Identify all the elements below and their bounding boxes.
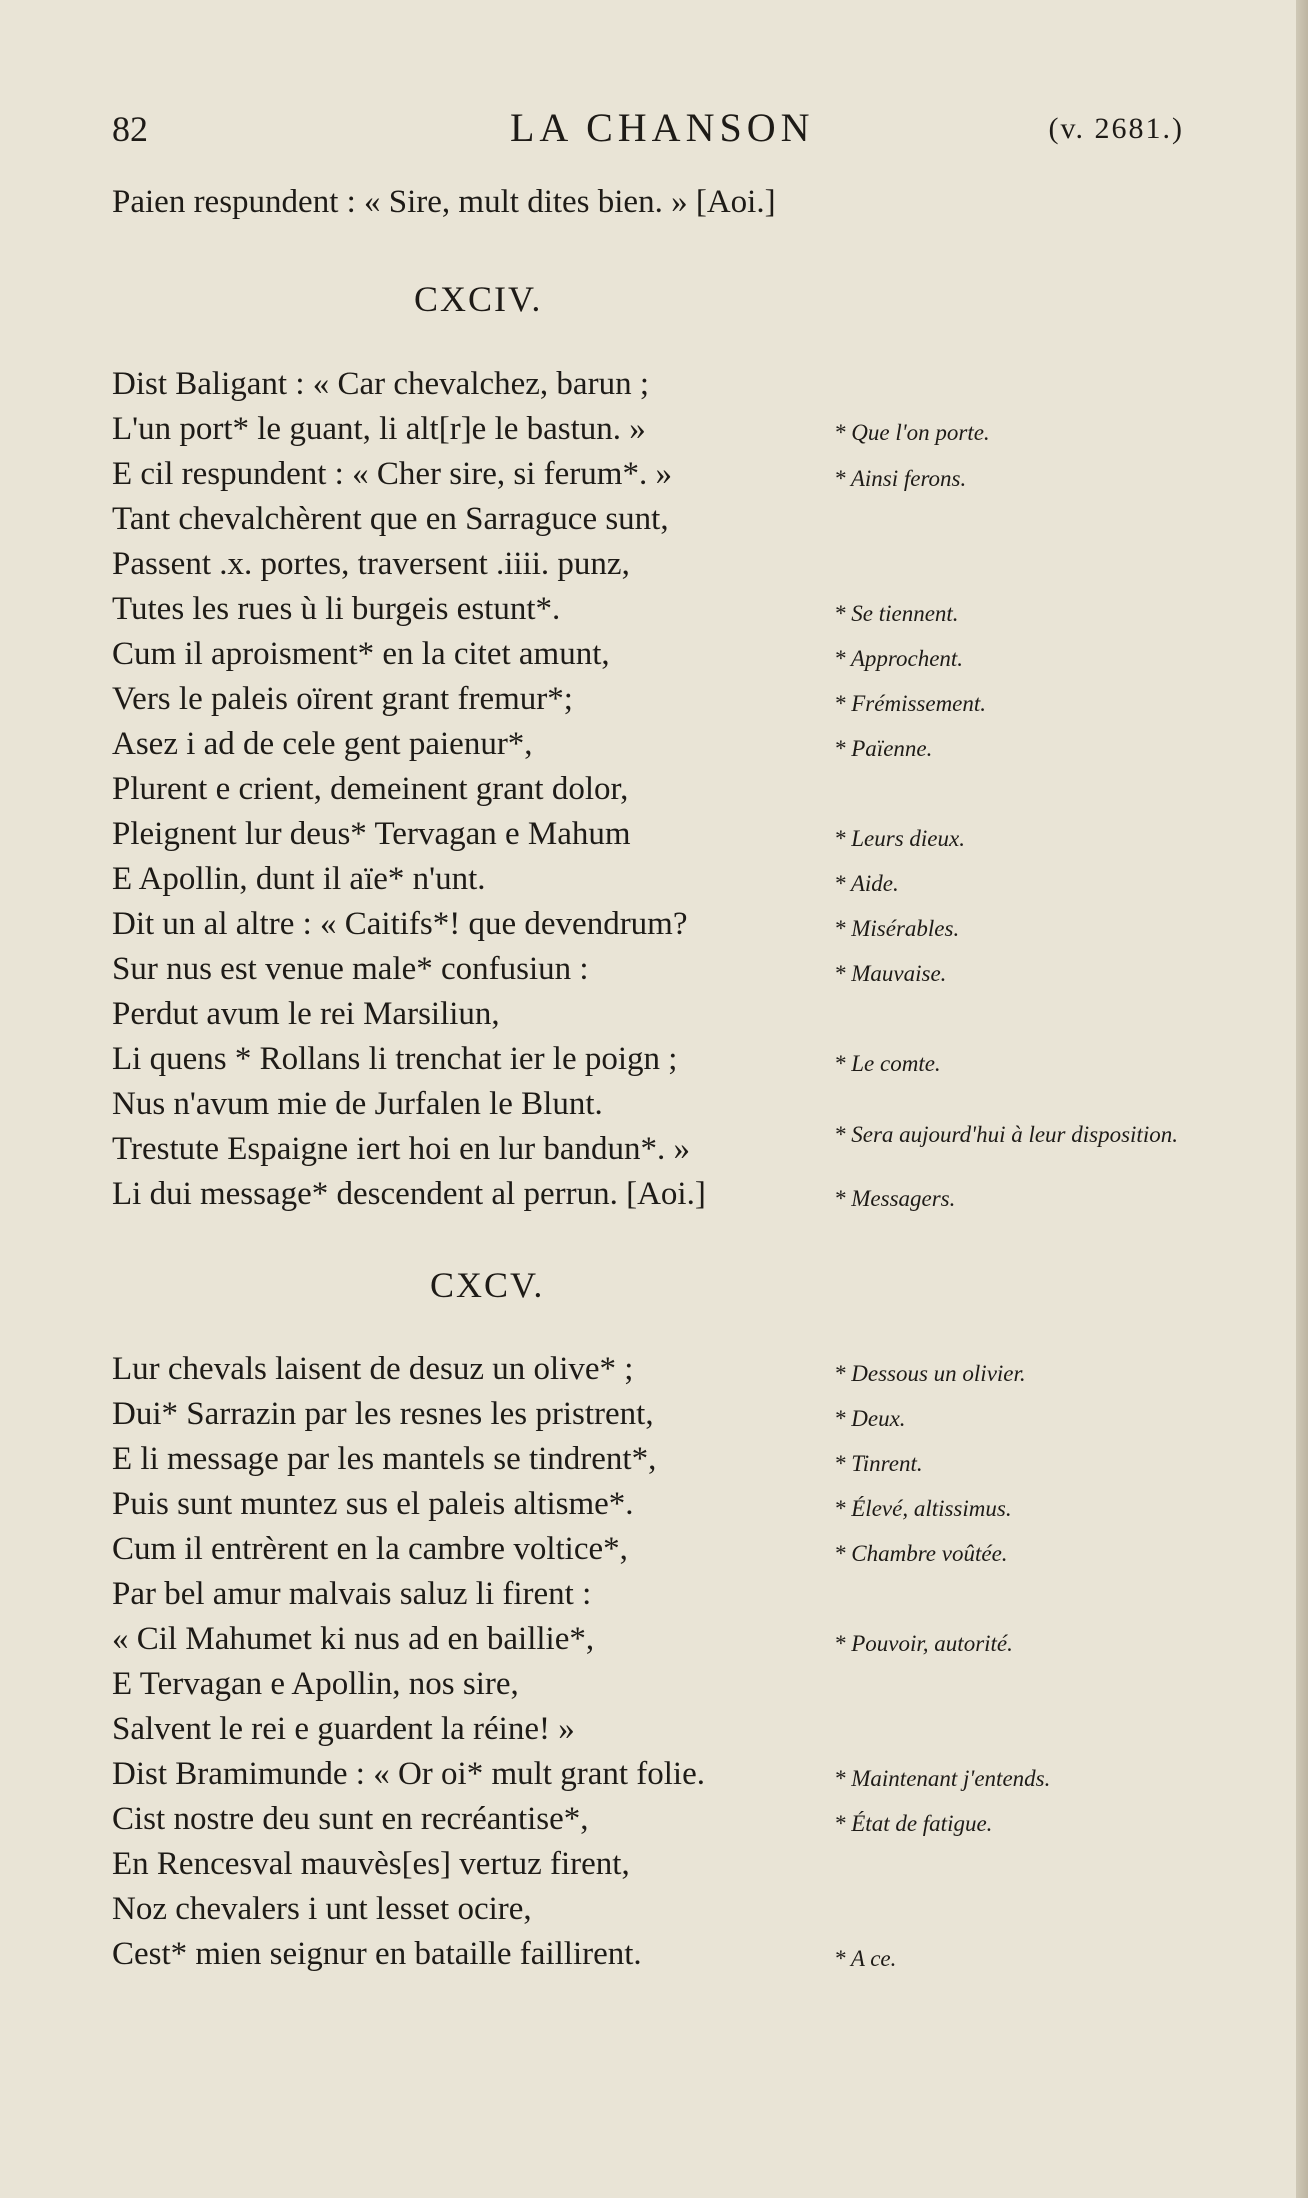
verse-line: Perdut avum le rei Marsiliun, xyxy=(112,996,500,1032)
verse-line: Dist Baligant : « Car chevalchez, barun ; xyxy=(112,366,649,402)
verse-line: Tutes les rues ù li burgeis estunt*. xyxy=(112,591,561,627)
gloss-note: * Deux. xyxy=(834,1406,906,1431)
verse-line: Vers le paleis oïrent grant fremur*; xyxy=(112,681,573,717)
gloss-note: * A ce. xyxy=(834,1946,897,1971)
verse-line: E li message par les mantels se tindrent*, xyxy=(112,1441,657,1477)
verse-line: Li dui message* descendent al perrun. [Aoi.] xyxy=(112,1176,706,1212)
verse-line: Asez i ad de cele gent paienur*, xyxy=(112,726,533,762)
verse-line: E cil respundent : « Cher sire, si ferum*. » xyxy=(112,456,672,492)
verse-line: Trestute Espaigne iert hoi en lur bandun*. » xyxy=(112,1131,691,1167)
verse-line: Li quens * Rollans li trenchat ier le poign ; xyxy=(112,1041,678,1077)
gloss-note: * Le comte. xyxy=(834,1051,941,1076)
verse-line: Dui* Sarrazin par les resnes les pristrent, xyxy=(112,1396,654,1432)
gloss-note: * Ainsi ferons. xyxy=(834,466,967,491)
gloss-note: * Se tiennent. xyxy=(834,601,959,626)
verse-line: Nus n'avum mie de Jurfalen le Blunt. xyxy=(112,1086,603,1122)
verse-line: Puis sunt muntez sus el paleis altisme*. xyxy=(112,1486,634,1522)
verse-line: Cum il aproisment* en la citet amunt, xyxy=(112,636,610,672)
gloss-note: * Misérables. xyxy=(834,916,960,941)
stanza-heading: CXCIV. xyxy=(414,279,543,319)
verse-line: Dit un al altre : « Caitifs*! que devendrum? xyxy=(112,906,688,942)
gloss-note: * Sera aujourd'hui à leur disposition. xyxy=(834,1122,1178,1147)
gloss-note: * État de fatigue. xyxy=(834,1811,993,1836)
verse-line: Tant chevalchèrent que en Sarraguce sunt, xyxy=(112,501,669,537)
verse-line: Noz chevalers i unt lesset ocire, xyxy=(112,1891,532,1927)
verse-line: Par bel amur malvais saluz li firent : xyxy=(112,1576,592,1612)
gloss-note: * Leurs dieux. xyxy=(834,826,965,851)
verse-line: Passent .x. portes, traversent .iiii. punz, xyxy=(112,546,630,582)
gloss-note: * Que l'on porte. xyxy=(834,420,990,445)
gloss-note: * Frémissement. xyxy=(834,691,987,716)
verse-line: Cist nostre deu sunt en recréantise*, xyxy=(112,1801,589,1837)
page-number: 82 xyxy=(112,109,148,149)
running-title: LA CHANSON xyxy=(510,105,815,150)
verse-line: En Rencesval mauvès[es] vertuz firent, xyxy=(112,1846,630,1882)
verse-line: Pleignent lur deus* Tervagan e Mahum xyxy=(112,816,631,852)
gloss-note: * Mauvaise. xyxy=(834,961,947,986)
page-edge-shadow xyxy=(1296,0,1308,2198)
gloss-note: * Païenne. xyxy=(834,736,933,761)
gloss-note: * Approchent. xyxy=(834,646,964,671)
verse-line: Cum il entrèrent en la cambre voltice*, xyxy=(112,1531,628,1567)
gloss-note: * Aide. xyxy=(834,871,899,896)
verse-line: Dist Bramimunde : « Or oi* mult grant folie. xyxy=(112,1756,706,1792)
gloss-note: * Tinrent. xyxy=(834,1451,923,1476)
page-header xyxy=(110,100,1190,160)
gloss-note: * Messagers. xyxy=(834,1186,956,1211)
verse-line: Cest* mien seignur en bataille faillirent. xyxy=(112,1936,642,1972)
verse-line: Salvent le rei e guardent la réine! » xyxy=(112,1711,575,1747)
verse-line: Paien respundent : « Sire, mult dites bien. » [Aoi.] xyxy=(112,184,776,220)
verse-line: Plurent e crient, demeinent grant dolor, xyxy=(112,771,629,807)
verse-line: E Tervagan e Apollin, nos sire, xyxy=(112,1666,519,1702)
gloss-note: * Dessous un olivier. xyxy=(834,1361,1026,1386)
verse-line: L'un port* le guant, li alt[r]e le bastun. » xyxy=(112,411,646,447)
verse-line: Lur chevals laisent de desuz un olive* ; xyxy=(112,1351,634,1387)
verse-line: « Cil Mahumet ki nus ad en baillie*, xyxy=(112,1621,595,1657)
verse-reference: (v. 2681.) xyxy=(1048,112,1184,145)
verse-line: E Apollin, dunt il aïe* n'unt. xyxy=(112,861,486,897)
verse-line: Sur nus est venue male* confusiun : xyxy=(112,951,589,987)
gloss-note: * Maintenant j'entends. xyxy=(834,1766,1051,1791)
gloss-note: * Pouvoir, autorité. xyxy=(834,1631,1013,1656)
stanza-heading: CXCV. xyxy=(430,1265,545,1305)
gloss-note: * Élevé, altissimus. xyxy=(834,1496,1012,1521)
gloss-note: * Chambre voûtée. xyxy=(834,1541,1008,1566)
